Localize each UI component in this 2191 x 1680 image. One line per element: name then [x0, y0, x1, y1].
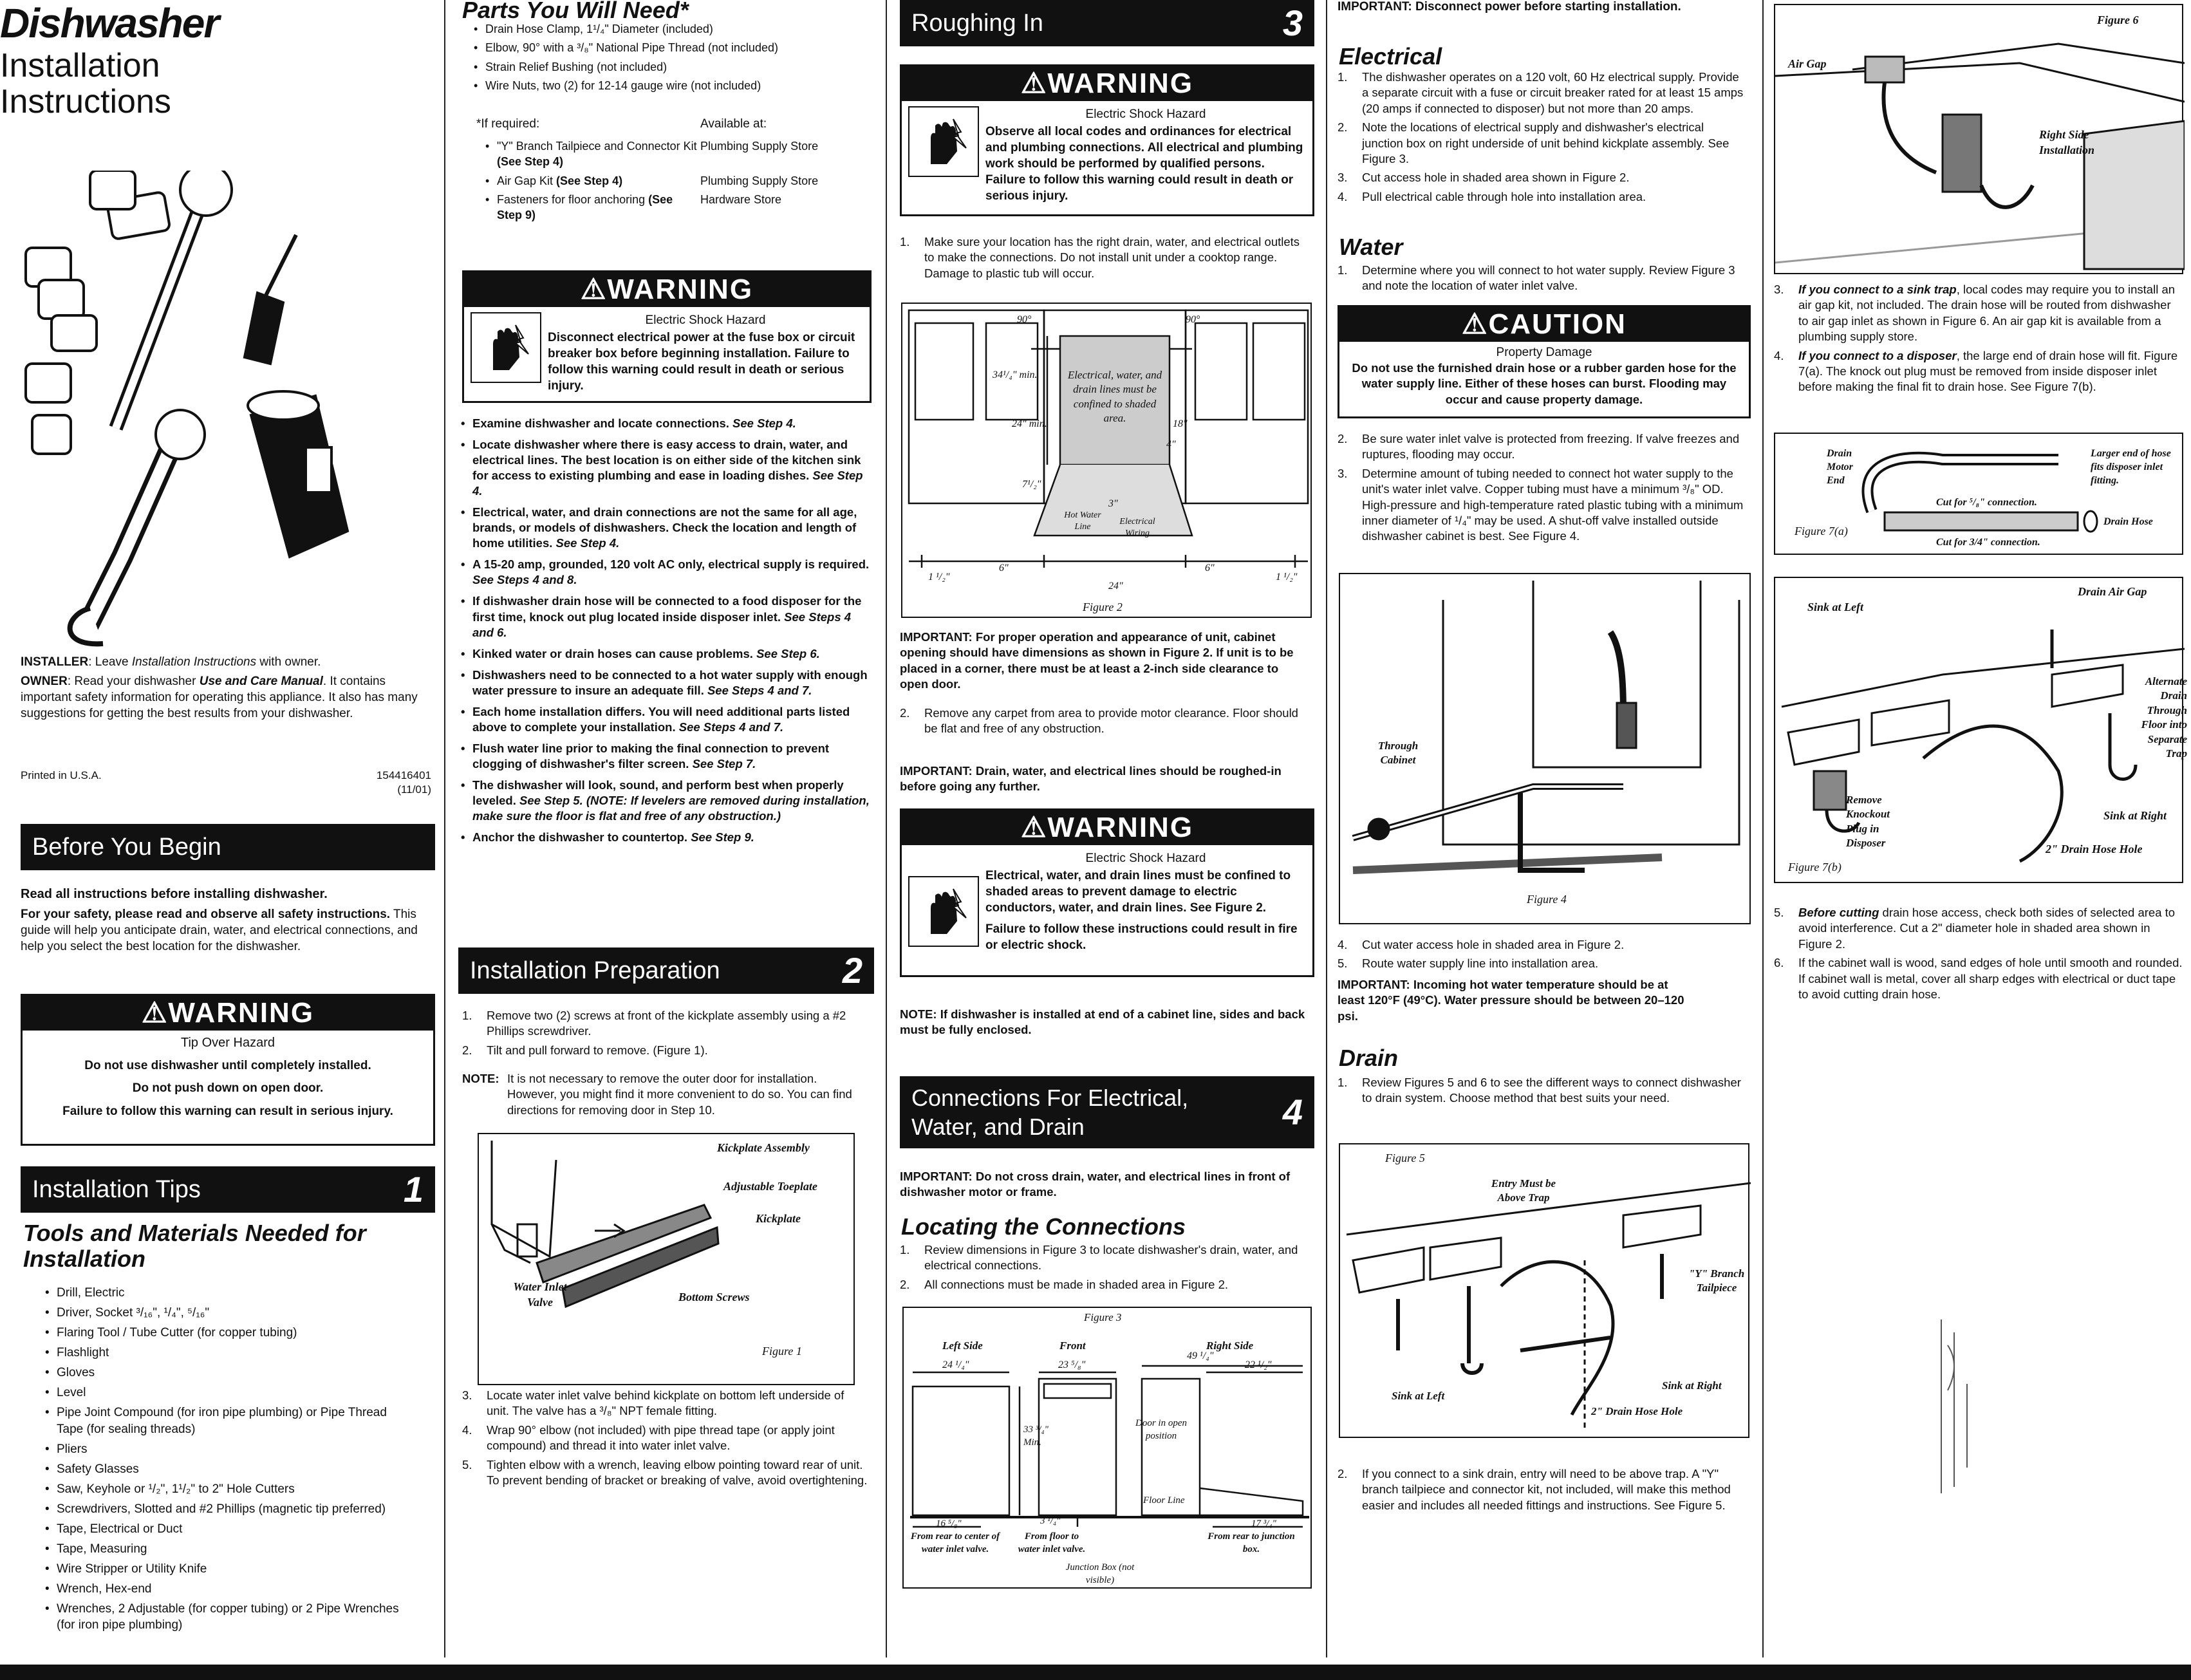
electrical-title: Electrical — [1339, 43, 1442, 70]
warning-triangle-icon: ⚠ — [141, 997, 169, 1029]
step-text: Pull electrical cable through hole into installation area. — [1362, 189, 1646, 203]
step-text: Be sure water inlet valve is protected from freezing. If valve freezes and ruptures, flooding may occur. — [1362, 432, 1740, 462]
fig5-sink-right: Sink at Right — [1662, 1379, 1722, 1392]
steps-3-5 — [462, 1388, 868, 1491]
fig2-elec: Electrical Wiring — [1119, 517, 1155, 539]
tool-item: • Wrenches, 2 Adjustable (for copper tubing) or 2 Pipe Wrenches (for iron pipe plumbing) — [42, 1601, 403, 1633]
installation-tips-header: Installation Tips 1 — [21, 1166, 435, 1213]
checklist-item — [458, 593, 870, 640]
tool-item: • Driver, Socket ³/₁₆", ¹/₄", ⁵/₁₆" — [42, 1305, 403, 1321]
column-rule — [444, 0, 445, 1657]
fig2-hot: Hot Water Line — [1064, 510, 1101, 532]
step-text: Note the locations of electrical supply and dishwasher's electrical junction box on right underside of unit behind kickplate assembly. See Figure 3. — [1362, 120, 1729, 166]
library-stamp — [1928, 1307, 1980, 1506]
required-item-store: Plumbing Supply Store — [700, 140, 819, 153]
available-at-label: Available at: — [700, 117, 767, 131]
checklist-step: See Step 4. — [472, 469, 863, 498]
required-item-row — [484, 174, 870, 189]
fig3-right: Right Side — [1206, 1339, 1254, 1352]
installer-note: INSTALLER: Leave Installation Instructions with owner. — [21, 655, 321, 669]
shock-hazard-text: Disconnect electrical power at the fuse box or circuit breaker box before beginning installation. Failure to follow this warning could result in death or serious injury. — [548, 331, 855, 393]
checklist-step: See Step 9. — [691, 830, 754, 845]
fig3-left: Left Side — [942, 1339, 983, 1352]
locating-title: Locating the Connections — [901, 1213, 1186, 1240]
fig3-floor: Floor Line — [1143, 1495, 1185, 1506]
checklist-item — [458, 741, 870, 772]
warning-triangle-icon: ⚠ — [1020, 68, 1048, 99]
checklist-step: See Steps 4 and 7. — [678, 720, 784, 734]
part-item: • Drain Hose Clamp, 1¹/₄" Diameter (included) — [471, 22, 870, 37]
figure-4 — [1339, 573, 1751, 924]
bullet: • — [485, 174, 490, 187]
tool-item: • Tape, Measuring — [42, 1541, 403, 1557]
step-item — [900, 1242, 1305, 1274]
fig1-valve: Water Inlet Valve — [513, 1280, 567, 1309]
required-item-store: Plumbing Supply Store — [700, 174, 819, 187]
checklist-step: See Steps 4 and 6. — [472, 610, 852, 639]
fig6-airgap: Air Gap — [1788, 57, 1827, 70]
fig7b-sinkleft: Sink at Left — [1807, 601, 1864, 613]
fig3-d33: 33 ³/₄" Min. — [1023, 1424, 1049, 1448]
figure-6 — [1774, 4, 2183, 274]
step-number: 4. — [1338, 189, 1348, 203]
connections-header: Connections For Electrical, Water, and Drain 4 — [900, 1076, 1314, 1148]
checklist-text: Electrical, water, and drain connections are not the same for all age, brands, or models of dishwashers. Check the location and length of home utilities. — [472, 505, 857, 550]
warning-triangle-icon: ⚠ — [1020, 812, 1048, 843]
step-text: drain hose access, check both sides of selected area to avoid interference. Cut a 2" diameter hole in shaded area shown in Figure 2. — [1798, 906, 2176, 951]
property-damage: Property Damage — [1496, 346, 1592, 359]
column-1 — [0, 0, 444, 1680]
checklist-step: See Step 4. — [732, 416, 796, 430]
fig5-entry: Entry Must be Above Trap — [1491, 1177, 1556, 1204]
checklist-text: The dishwasher will look, sound, and perform best when properly leveled. — [472, 778, 844, 807]
figure-7b — [1774, 577, 2187, 883]
required-item — [484, 174, 700, 189]
step-number: 2. — [1338, 432, 1348, 445]
tip-hazard: Tip Over Hazard — [181, 1036, 275, 1050]
shock-hazard-icon — [908, 876, 979, 947]
fig3-d23: 23 ⁵/₈" — [1058, 1359, 1086, 1370]
fig2-d90a: 90° — [1017, 314, 1032, 325]
part-item: • Elbow, 90° with a ³/₈" National Pipe Thread (not included) — [471, 41, 870, 55]
column-3 — [900, 0, 1314, 1680]
parts-title: Parts You Will Need* — [462, 0, 689, 23]
step-number: 3. — [1338, 171, 1348, 185]
required-item-store: Hardware Store — [700, 193, 782, 207]
shock-hazard-icon — [908, 106, 979, 177]
step-text: Determine amount of tubing needed to connect hot water supply to the unit's water inlet valve. Copper tubing must have a minimum ³/₈" OD. High-pressure and high-temperature rated plastic tubing with a minimum inner diameter of ¹/₄" may be used. A shut-off valve installed outside dishwasher cabinet is best. See Figure 4. — [1362, 466, 1744, 543]
rough-step-1: 1. Make sure your location has the right drain, water, and electrical outlets to make the connections. Do not install unit under a cooktop range. Damage to plastic tub will occur. — [900, 235, 1300, 280]
disposer-drawing — [1775, 578, 2185, 884]
required-item-row — [484, 192, 870, 223]
bullet: • — [485, 140, 490, 153]
required-item-step: (See Step 4) — [556, 174, 623, 187]
fig2-d6a: 6" — [999, 563, 1009, 574]
step-text: Tighten elbow with a wrench, leaving elbow pointing toward rear of unit. To prevent bending of bracket or breaking of valve, avoid overtightening. — [487, 1457, 868, 1488]
shock-warning-1: ⚠WARNING Electric Shock Hazard Disconnect electrical power at the fuse box or circuit breaker box before beginning installation. Failure to follow this warning could result in death or serious injury. — [462, 270, 872, 403]
step-item — [1338, 956, 1747, 971]
column-4 — [1338, 0, 1752, 1680]
drain-step-2: 2. If you connect to a sink drain, entry will need to be above trap. A "Y" branch tailpiece and connector kit, not included, will make this method easier and includes all needed fittings and instructions. See Figure 5. — [1338, 1467, 1731, 1512]
prep-steps — [462, 1008, 861, 1061]
fig2-d6b: 6" — [1205, 563, 1215, 574]
figure-2 — [901, 303, 1312, 618]
required-item — [484, 192, 700, 223]
prep-step — [462, 1043, 861, 1058]
fig3-d3: 3 ¹/₄" — [1040, 1516, 1061, 1526]
fig3-d16: 16 ⁵/₈" — [936, 1518, 962, 1529]
shock-hazard-text: Electrical, water, and drain lines must be confined to shaded areas to prevent damage to electric conductors, water, and drain lines. See Figure 2. — [985, 869, 1291, 915]
fig2-shaded: Electrical, water, and drain lines must be confined to shaded area. — [1067, 369, 1162, 425]
step-item — [1338, 189, 1747, 205]
step-number: 2. — [462, 1043, 472, 1057]
shock-hazard-text: Observe all local codes and ordinances for electrical and plumbing connections. All electrical and plumbing work should be performed by qualified persons. Failure to follow this warning could result in death or serious injury. — [985, 125, 1303, 203]
part-item: • Wire Nuts, two (2) for 12-14 gauge wire (not included) — [471, 79, 870, 93]
fig5-caption: Figure 5 — [1385, 1152, 1425, 1164]
required-item-step: (See Step 4) — [497, 154, 564, 168]
fig3-caption: Figure 3 — [1084, 1311, 1122, 1323]
fig2-d90b: 90° — [1186, 314, 1200, 325]
checklist-text: Anchor the dishwasher to countertop. — [472, 830, 691, 845]
step-number: 4. — [462, 1423, 472, 1437]
checklist-text: If dishwasher drain hose will be connected to a food disposer for the first time, knock out plug located inside disposer inlet. — [472, 594, 862, 624]
step-number: 5. — [1774, 906, 1784, 919]
important-temp: IMPORTANT: Incoming hot water temperature should be at least 120°F (49°C). Water pressure should be between 20–120 psi. — [1338, 978, 1684, 1023]
tool-item: • Drill, Electric — [42, 1285, 403, 1301]
step-number: 3. — [462, 1388, 472, 1402]
fig2-caption: Figure 2 — [1083, 601, 1123, 613]
steps-3-4 — [1774, 282, 2183, 398]
required-items — [484, 139, 870, 227]
step-text: Wrap 90° elbow (not included) with pipe thread tape (or apply joint compound) and thread it into water inlet valve. — [487, 1423, 835, 1453]
fig3-floor-water: From floor to water inlet valve. — [1018, 1531, 1086, 1554]
checklist-item — [458, 646, 870, 662]
column-rule — [1762, 0, 1764, 1657]
fig7a-cut58: Cut for ⁵/₈" connection. — [1936, 497, 2037, 508]
fig7b-caption: Figure 7(b) — [1788, 861, 1841, 873]
step-item — [1338, 70, 1747, 117]
step-number: 1. — [1338, 70, 1348, 84]
tool-item: • Screwdrivers, Slotted and #2 Phillips (magnetic tip preferred) — [42, 1501, 403, 1517]
checklist-item — [458, 704, 870, 735]
required-item-name: Fasteners for floor anchoring — [497, 193, 646, 207]
step-number: 2. — [900, 1277, 910, 1291]
checklist-text: A 15-20 amp, grounded, 120 volt AC only, electrical supply is required. — [472, 557, 870, 572]
electrical-steps — [1338, 70, 1747, 208]
parts-list — [471, 22, 870, 98]
step-text: Cut water access hole in shaded area in Figure 2. — [1362, 938, 1625, 951]
step-bold: If you connect to a disposer — [1798, 348, 1957, 362]
before-you-begin-header: Before You Begin — [21, 824, 435, 870]
step-item — [1774, 955, 2183, 1002]
caution-box: ⚠CAUTION Property Damage Do not use the furnished drain hose or a rubber garden hose for the water supply line. Either of these hoses can burst. Flooding may occur and cause property damage. — [1338, 305, 1751, 418]
step-text: Review dimensions in Figure 3 to locate dishwasher's drain, water, and electrical connections. — [924, 1243, 1298, 1273]
fig2-d3: 3" — [1108, 498, 1118, 509]
cabinet-opening-drawing — [902, 304, 1313, 619]
tool-item: • Flaring Tool / Tube Cutter (for copper tubing) — [42, 1325, 403, 1341]
tool-item: • Pliers — [42, 1441, 403, 1457]
checklist-item — [458, 437, 870, 499]
step-bold: If you connect to a sink trap — [1798, 283, 1957, 296]
page-title: Dishwasher — [0, 0, 219, 46]
water-steps-2-3 — [1338, 431, 1747, 548]
column-2 — [458, 0, 877, 1680]
rough-step-2: 2. Remove any carpet from area to provide motor clearance. Floor should be flat and free of any obstruction. — [900, 706, 1298, 736]
safety-text: For your safety, please read and observe all safety instructions. This guide will help you anticipate drain, water, and electrical connections, and help you select the best location for the dishwasher. — [21, 908, 418, 954]
shock-hazard-fail: Failure to follow these instructions could result in fire or electric shock. — [985, 922, 1298, 953]
step-text: , the large end of drain hose will fit. Figure 7(a). The knock out plug must be removed from inside disposer inlet before making the final fit to drain hose. See Figure 7(b). — [1798, 348, 2178, 394]
column-rule — [886, 0, 887, 1657]
fig4-through: Through Cabinet — [1377, 740, 1419, 767]
owner-note: OWNER: Read your dishwasher Use and Care Manual. It contains important safety information for operating this appliance. It also has many suggestions for getting the best results from your dishwasher. — [21, 675, 418, 721]
fig3-d24: 24 ¹/₄" — [942, 1359, 969, 1370]
column-5 — [1774, 0, 2186, 1680]
fig3-d17: 17 ³/₄" — [1251, 1518, 1276, 1529]
fig1-title: Kickplate Assembly — [717, 1141, 810, 1154]
checklist-step: See Steps 4 and 7. — [707, 683, 812, 697]
important-1: IMPORTANT: For proper operation and appearance of unit, cabinet opening should have dimensions as shown in Figure 2. If unit is to be placed in a corner, there must be at least a 2-inch side clearance to open door. — [900, 630, 1294, 691]
if-required-label: *If required: — [476, 117, 540, 131]
caution-text: Do not use the furnished drain hose or a rubber garden hose for the water supply line. Either of these hoses can burst. Flooding may occur and cause property damage. — [1352, 361, 1737, 406]
figure-5 — [1339, 1143, 1749, 1438]
step-text: Route water supply line into installation area. — [1362, 957, 1599, 971]
fig5-ybranch: "Y" Branch Tailpiece — [1688, 1267, 1745, 1294]
fig2-d7: 7¹/₂" — [1022, 479, 1041, 490]
figure-3 — [902, 1307, 1312, 1589]
fig1-caption: Figure 1 — [762, 1345, 802, 1358]
fig3-d22: 22 ¹/₂" — [1245, 1359, 1272, 1370]
fig2-d4: 4" — [1166, 439, 1176, 450]
warning-triangle-icon: ⚠ — [580, 274, 608, 305]
checklist-item — [458, 667, 870, 698]
fig7b-alternate: Alternate Drain Through Floor into Separate Trap — [2141, 675, 2187, 760]
read-all: Read all instructions before installing dishwasher. — [21, 887, 328, 901]
step-number: 4. — [1774, 348, 1784, 362]
fig7a-larger: Larger end of hose fits disposer inlet fitting. — [2091, 448, 2171, 487]
step-item — [1338, 466, 1747, 545]
tool-item: • Level — [42, 1385, 403, 1401]
tools-list — [42, 1285, 403, 1637]
tools-illustration — [13, 171, 373, 647]
tool-item: • Wire Stripper or Utility Knife — [42, 1561, 403, 1577]
fig3-rear-water: From rear to center of water inlet valve. — [910, 1531, 1000, 1554]
prep-note: NOTE: It is not necessary to remove the outer door for installation. However, you might find it more convenient to do so. You can find directions for removing door in Step 10. — [462, 1072, 852, 1117]
tool-item: • Safety Glasses — [42, 1461, 403, 1477]
required-item-name: "Y" Branch Tailpiece and Connector Kit — [497, 140, 697, 153]
drain-title: Drain — [1339, 1045, 1399, 1071]
step-text: , local codes may require you to install an air gap kit, not included. The drain hose will be routed from dishwasher to air gap inlet as shown in Figure 6. An air gap kit is available from a plumbing supply store. — [1798, 283, 2176, 344]
checklist-text: Examine dishwasher and locate connections. — [472, 416, 733, 430]
fig7b-hose: 2" Drain Hose Hole — [2046, 843, 2143, 855]
step-number: 2. — [1338, 120, 1348, 135]
step-text: Remove two (2) screws at front of the kickplate assembly using a #2 Phillips screwdriver. — [487, 1009, 846, 1038]
part-number: 154416401 — [376, 769, 431, 781]
step-item — [462, 1457, 868, 1489]
step-text: Cut access hole in shaded area shown in Figure 2. — [1362, 171, 1630, 185]
step-number: 1. — [462, 1009, 472, 1022]
date-code: (11/01) — [397, 783, 431, 796]
checklist-text: Kinked water or drain hoses can cause problems. — [472, 646, 757, 660]
fig1-kickplate: Kickplate — [756, 1212, 801, 1225]
figure-7a — [1774, 433, 2183, 555]
step-item — [462, 1388, 868, 1419]
fig3-d49: 49 ¹/₄" — [1187, 1350, 1214, 1361]
step-text: The dishwasher operates on a 120 volt, 60 Hz electrical supply. Provide a separate circuit with a fuse or circuit breaker rated for at least 15 amps (20 amps if connected to disposer) but not more than 20 amps. — [1362, 70, 1744, 115]
step-item — [462, 1423, 868, 1454]
tool-item: • Flashlight — [42, 1345, 403, 1361]
step-text: Tilt and pull forward to remove. (Figure 1). — [487, 1043, 708, 1057]
tip-line-3: Failure to follow this warning can result in serious injury. — [62, 1104, 393, 1118]
checklist-step: See Step 5. (NOTE: If levelers are removed during installation, make sure the floor is flat and free of any obstruction.) — [472, 793, 870, 823]
checklist-step: See Step 4. — [555, 536, 620, 550]
tip-over-warning — [21, 994, 435, 1146]
step-number: 3. — [1774, 283, 1784, 296]
shock-hazard-title: Electric Shock Hazard — [1085, 852, 1206, 865]
checklist-step: See Steps 4 and 8. — [472, 573, 577, 587]
required-item-name: Air Gap Kit — [497, 174, 554, 187]
fig7b-sinkright: Sink at Right — [2103, 809, 2167, 822]
checklist-item — [458, 505, 870, 551]
checklist-text: Dishwashers need to be connected to a hot water supply with enough water pressure to insure an adequate fill. — [472, 667, 868, 697]
step-item — [900, 1277, 1305, 1293]
step-number: 1. — [900, 1243, 910, 1256]
tool-item: • Tape, Electrical or Duct — [42, 1521, 403, 1537]
tools-title: Tools and Materials Needed for Installation — [23, 1220, 366, 1272]
step-text: If the cabinet wall is wood, sand edges of hole until smooth and rounded. If cabinet wall is metal, cover all sharp edges with electrical or duct tape to avoid cutting drain hose. — [1798, 956, 2183, 1002]
prep-step — [462, 1008, 861, 1040]
required-item-step: (See Step 9) — [497, 193, 673, 221]
checklist-item — [458, 557, 870, 588]
fig3-junction: Junction Box (not visible) — [1065, 1562, 1135, 1585]
shock-warning-3: ⚠WARNING Electric Shock Hazard Electrical, water, and drain lines must be confined to shaded areas to prevent damage to electric conductors, water, and drain lines. See Figure 2. Failure to follow these instructions could result in fire or electric shock. — [900, 808, 1314, 977]
required-item-row — [484, 139, 870, 170]
shock-warning-2: ⚠WARNING Electric Shock Hazard Observe all local codes and ordinances for electrical and plumbing connections. All electrical and plumbing work should be performed by qualified persons. Failure to follow this warning could result in death or serious injury. — [900, 64, 1314, 216]
step-number: 5. — [462, 1457, 472, 1471]
subtitle-instructions: Instructions — [0, 83, 171, 120]
tool-item: • Pipe Joint Compound (for iron pipe plumbing) or Pipe Thread Tape (for sealing threads) — [42, 1405, 403, 1437]
fig5-hose: 2" Drain Hose Hole — [1591, 1405, 1683, 1417]
warning-triangle-icon: ⚠ — [1462, 308, 1489, 340]
step-number: 3. — [1338, 466, 1348, 480]
part-item: • Strain Relief Bushing (not included) — [471, 60, 870, 75]
shock-hazard-title: Electric Shock Hazard — [1085, 107, 1206, 121]
important-3: IMPORTANT: Do not cross drain, water, and electrical lines in front of dishwasher motor or frame. — [900, 1170, 1291, 1199]
fig7a-motor: Drain Motor End — [1827, 448, 1853, 487]
important-2: IMPORTANT: Drain, water, and electrical lines should be roughed-in before going any further. — [900, 764, 1282, 794]
fig6-rightside: Right Side Installation — [2039, 128, 2095, 156]
checklist-text: Flush water line prior to making the final connection to prevent clogging of dishwasher's filter screen. — [472, 741, 830, 770]
shock-hazard-icon — [471, 312, 541, 383]
checklist — [458, 416, 870, 851]
step-bold: Before cutting — [1798, 906, 1879, 919]
water-steps-4-5 — [1338, 937, 1747, 975]
required-item — [484, 139, 700, 170]
step-item — [1774, 282, 2183, 345]
bullet: • — [485, 193, 490, 207]
fig2-d18: 18" — [1173, 418, 1188, 429]
step-item — [1338, 937, 1747, 953]
step-text: Locate water inlet valve behind kickplate on bottom left underside of unit. The valve has a ³/₈" NPT female fitting. — [487, 1388, 844, 1418]
step-item — [1338, 431, 1747, 463]
step-text: All connections must be made in shaded area in Figure 2. — [924, 1277, 1229, 1291]
tip-line-2: Do not push down on open door. — [132, 1081, 324, 1096]
warning-header: ⚠WARNING — [23, 996, 433, 1031]
fig1-toeplate: Adjustable Toeplate — [723, 1180, 817, 1193]
fig2-d34: 34¹/₄" min. — [993, 369, 1038, 380]
drain-step-1: 1. Review Figures 5 and 6 to see the different ways to connect dishwasher to drain system. Choose method that best suits your need. — [1338, 1076, 1741, 1105]
water-title: Water — [1339, 234, 1403, 260]
fig7a-caption: Figure 7(a) — [1795, 525, 1848, 537]
tool-item: • Gloves — [42, 1365, 403, 1381]
step-number: 6. — [1774, 956, 1784, 970]
checklist-text: Locate dishwasher where there is easy access to drain, water, and electrical lines. The best location is on either side of the kitchen sink for access to existing plumbing and ease in loading dishes. — [472, 438, 861, 483]
checklist-step: See Step 7. — [692, 756, 756, 770]
step-item — [1338, 170, 1747, 185]
fig2-d24min: 24" min. — [1012, 418, 1047, 429]
steps-5-6 — [1774, 905, 2183, 1005]
fig3-front: Front — [1059, 1339, 1086, 1352]
tip-line-1: Do not use dishwasher until completely installed. — [84, 1059, 371, 1073]
roughing-in-header: Roughing In 3 — [900, 0, 1314, 46]
step-number: 4. — [1338, 938, 1348, 951]
fig2-d24: 24" — [1108, 581, 1123, 592]
step-item — [1774, 905, 2183, 952]
fig4-caption: Figure 4 — [1527, 893, 1567, 906]
checklist-item — [458, 830, 870, 845]
column-rule — [1326, 0, 1327, 1657]
tool-item: • Wrench, Hex-end — [42, 1581, 403, 1597]
shock-hazard-title: Electric Shock Hazard — [645, 313, 766, 327]
fig7b-remove: Remove Knockout Plug in Disposer — [1846, 794, 1890, 850]
figure-1 — [478, 1133, 855, 1385]
air-gap-drawing — [1775, 5, 2185, 275]
fig7a-cut34: Cut for 3/4" connection. — [1936, 537, 2040, 548]
locating-steps — [900, 1242, 1305, 1296]
step-number: 5. — [1338, 957, 1348, 971]
important-top: IMPORTANT: Disconnect power before starting installation. — [1338, 0, 1681, 14]
step-item — [1338, 120, 1747, 167]
fig5-sink-left: Sink at Left — [1392, 1390, 1445, 1402]
fig1-screws: Bottom Screws — [678, 1291, 750, 1303]
checklist-item — [458, 778, 870, 824]
checklist-text: Each home installation differs. You will need additional parts listed above to complete your installation. — [472, 704, 850, 734]
installation-preparation-header: Installation Preparation 2 — [458, 947, 874, 994]
step-item — [1774, 348, 2183, 395]
water-step-1: 1. Determine where you will connect to hot water supply. Review Figure 3 and note the location of water inlet valve. — [1338, 263, 1735, 293]
tool-item: • Saw, Keyhole or ¹/₂", 1¹/₂" to 2" Hole Cutters — [42, 1481, 403, 1497]
subtitle-installation: Installation — [0, 47, 160, 84]
checklist-step: See Step 6. — [756, 646, 820, 660]
note-end: NOTE: If dishwasher is installed at end of a cabinet line, sides and back must be fully enclosed. — [900, 1007, 1305, 1037]
fig3-door: Door in open position — [1135, 1418, 1187, 1441]
fig3-rear-junction: From rear to junction box. — [1207, 1531, 1295, 1554]
fig2-d15a: 1 ¹/₂" — [928, 572, 950, 583]
checklist-item — [458, 416, 870, 431]
fig7b-airgap: Drain Air Gap — [2078, 585, 2147, 598]
printed-in: Printed in U.S.A. — [21, 769, 102, 781]
fig6-caption: Figure 6 — [2097, 14, 2139, 26]
fig2-d15b: 1 ¹/₂" — [1276, 572, 1298, 583]
fig7a-drainhose: Drain Hose — [2103, 516, 2153, 527]
